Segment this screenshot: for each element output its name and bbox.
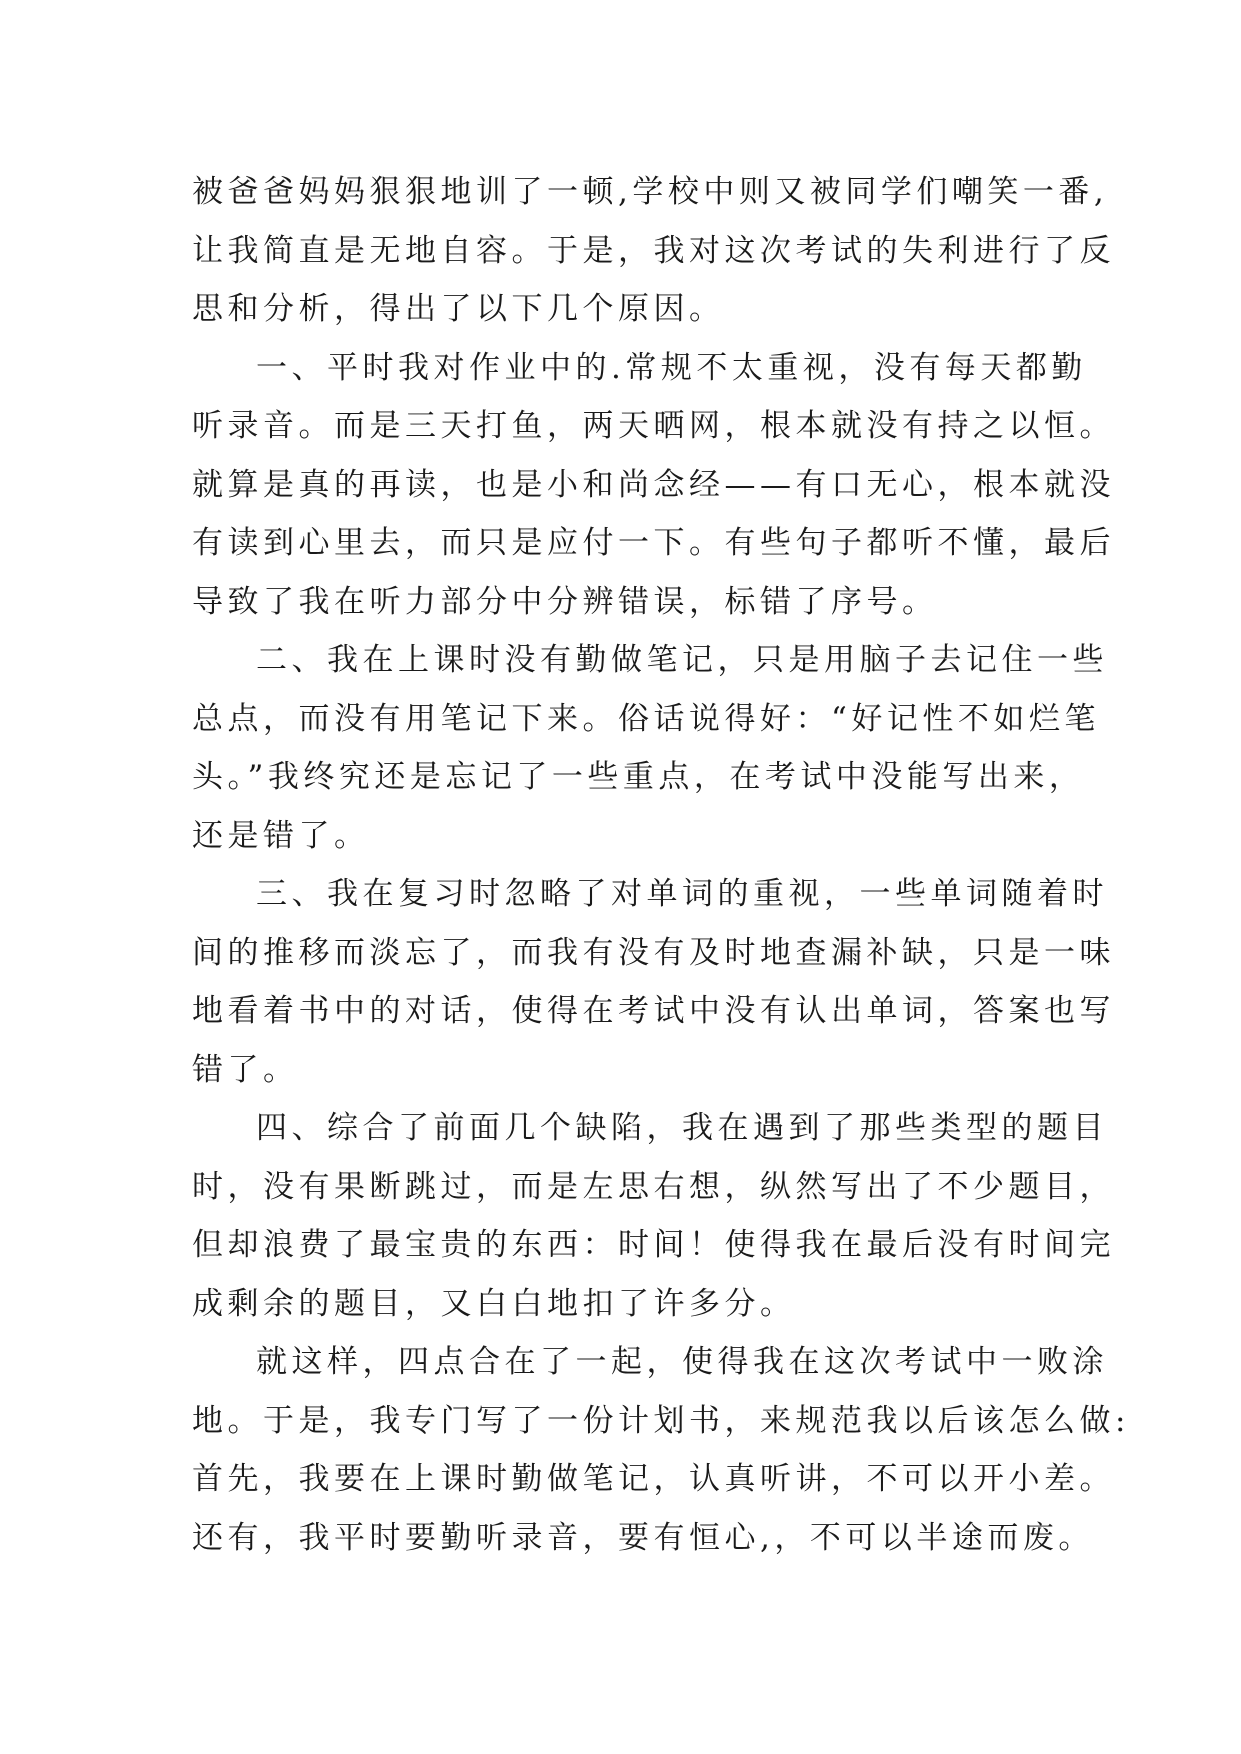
text-line: 成剩余的题目，又白白地扣了许多分。 [192,1285,796,1322]
paragraph-start-line: 三、我在复习时忽略了对单词的重视，一些单词随着时 [256,876,1108,912]
text-line: 时，没有果断跳过，而是左思右想，纵然写出了不少题目， [192,1168,1115,1205]
text-line: 地看着书中的对话，使得在考试中没有认出单词，答案也写 [192,993,1115,1029]
text-line: 间的推移而淡忘了，而我有没有及时地查漏补缺，只是一味 [192,934,1115,971]
text-line: 首先，我要在上课时勤做笔记，认真听讲，不可以开小差。 [192,1461,1115,1497]
text-line: 还有，我平时要勤听录音，要有恒心,，不可以半途而废。 [192,1519,1094,1556]
text-line: 但却浪费了最宝贵的东西：时间！使得我在最后没有时间完 [192,1227,1115,1263]
body-text [192,163,1130,1567]
text-line: 思和分析，得出了以下几个原因。 [192,291,725,327]
paragraph-start-line: 一、平时我对作业中的.常规不太重视，没有每天都勤 [256,349,1087,386]
text-line: 总点，而没有用笔记下来。俗话说得好：“好记性不如烂笔 [192,700,1100,737]
text-line: 地。于是，我专门写了一份计划书，来规范我以后该怎么做: [192,1402,1130,1439]
text-line: 有读到心里去，而只是应付一下。有些句子都听不懂，最后 [192,525,1115,561]
text-line: 还是错了。 [192,817,370,854]
text-line: 让我简直是无地自容。于是，我对这次考试的失利进行了反 [192,232,1115,269]
text-line: 被爸爸妈妈狠狠地训了一顿,学校中则又被同学们嘲笑一番, [192,174,1109,210]
paragraph-start-line: 四、综合了前面几个缺陷，我在遇到了那些类型的题目 [256,1110,1108,1146]
text-line: 导致了我在听力部分中分辨错误，标错了序号。 [192,583,938,620]
paragraph-start-line: 就这样，四点合在了一起，使得我在这次考试中一败涂 [256,1344,1108,1380]
text-line: 错了。 [192,1051,299,1088]
text-line: 头。”我终究还是忘记了一些重点，在考试中没能写出来， [192,759,1085,795]
paragraph-start-line: 二、我在上课时没有勤做笔记，只是用脑子去记住一些 [256,642,1108,678]
text-line: 听录音。而是三天打鱼，两天晒网，根本就没有持之以恒。 [192,408,1115,444]
text-line: 就算是真的再读，也是小和尚念经——有口无心，根本就没 [192,466,1115,503]
